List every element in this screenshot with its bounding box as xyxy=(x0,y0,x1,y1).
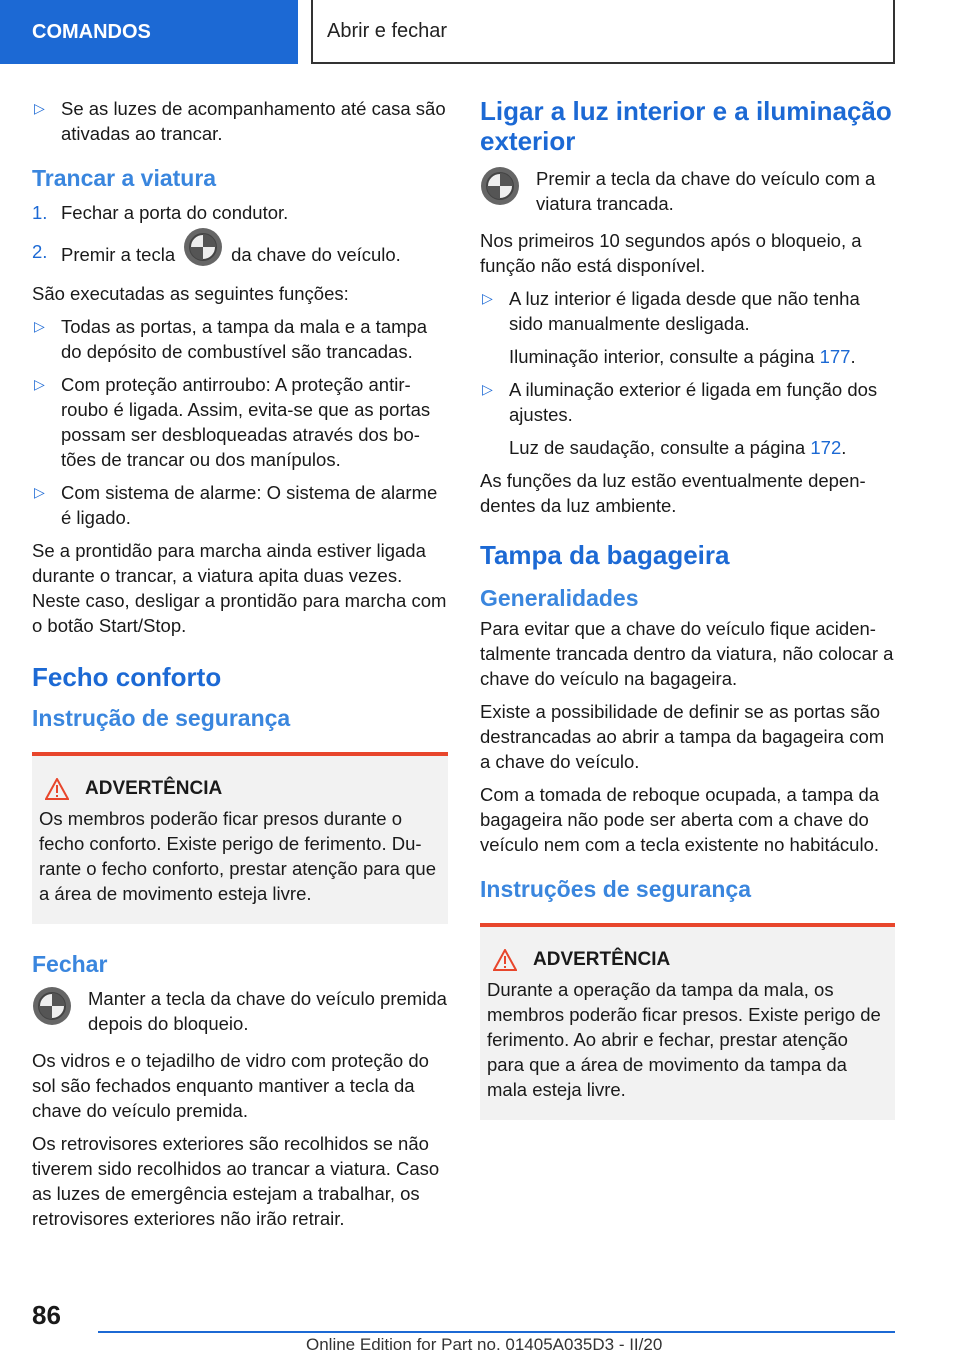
bullet-icon: ▷ xyxy=(34,100,45,116)
subsection-heading: Fechar xyxy=(32,951,108,977)
key-instruction: Premir a tecla da chave do veículo com a viatura trancada. xyxy=(480,166,896,216)
page-link[interactable]: 177 xyxy=(819,346,851,367)
section-tab: COMANDOS xyxy=(0,0,298,64)
list-item: ▷ A iluminação exterior é ligada em função dos ajustes. xyxy=(482,379,878,425)
section-heading: Ligar a luz interior e a iluminação exterior xyxy=(480,96,892,156)
cross-reference: Iluminação interior, consulte a página 177. xyxy=(509,346,856,367)
list-item: ▷ A luz interior é ligada desde que não tenha sido manualmente desligada. xyxy=(482,288,860,334)
paragraph: Os vidros e o tejadilho de vidro com proteção do sol são fechados enquanto mantiver a tecla da chave do veículo premida. xyxy=(32,1050,429,1121)
bmw-key-icon xyxy=(32,986,72,1031)
warning-box xyxy=(480,923,895,1120)
section-heading: Tampa da bagageira xyxy=(480,540,730,570)
bullet-icon: ▷ xyxy=(34,376,45,392)
warning-box xyxy=(32,752,448,924)
paragraph: São executadas as seguintes funções: xyxy=(32,283,349,304)
bmw-key-icon xyxy=(183,227,223,273)
paragraph: Existe a possibilidade de definir se as portas são destrancadas ao abrir a tampa da bagageira com a chave do veículo. xyxy=(480,701,885,772)
bullet-icon: ▷ xyxy=(482,290,493,306)
section-heading: Fecho conforto xyxy=(32,662,222,692)
left-column xyxy=(32,96,448,1239)
paragraph: Com a tomada de reboque ocupada, a tampa da bagageira não pode ser aberta com a chave do veículo nem com a tecla existente no habitáculo. xyxy=(480,784,880,855)
page-number: 86 xyxy=(32,1300,61,1330)
paragraph: Os retrovisores exteriores são recolhidos se não tiverem sido recolhidos ao trancar a viatura. Caso as luzes de emergência estejam a trabalhar, os retrovisores exteriores não irão retrair. xyxy=(32,1133,440,1229)
list-item: ▷ Com sistema de alarme: O sistema de alarme é ligado. xyxy=(34,482,438,528)
list-item: ▷ Todas as portas, a tampa da mala e a tampa do depósito de combustível são trancadas. xyxy=(34,316,428,362)
list-item: 2. Premir a tecla da chave do veículo. xyxy=(32,239,448,273)
list-item: ▷ Com proteção antirroubo: A proteção antirroubo é ligada. Assim, evita-se que as portas possam ser desbloqueadas através dos botões de trancar ou dos manípulos. xyxy=(34,374,431,470)
section-heading: Trancar a viatura xyxy=(32,165,217,191)
key-instruction: Manter a tecla da chave do veículo premida depois do bloqueio. xyxy=(32,986,448,1036)
right-column xyxy=(480,96,896,1120)
footer-edition: Online Edition for Part no. 01405A035D3 - II/20 xyxy=(306,1335,663,1354)
warning-title: ADVERTÊNCIA xyxy=(85,778,223,799)
warning-triangle-icon xyxy=(493,949,517,971)
warning-text: Durante a operação da tampa da mala, os membros poderão ficar presos. Existe perigo de ferimento. Ao abrir e fechar, prestar atenção para que a área de movimento da tampa da mala esteja livre. xyxy=(487,979,881,1100)
page-link[interactable]: 172 xyxy=(810,437,842,458)
list-item: 1. Fechar a porta do condutor. xyxy=(32,202,289,223)
cross-reference: Luz de saudação, consulte a página 172. xyxy=(509,437,847,458)
paragraph: Se a prontidão para marcha ainda estiver ligada durante o trancar, a viatura apita duas vezes. Neste caso, desligar a prontidão para marcha com o botão Start/Stop. xyxy=(32,540,447,636)
subsection-heading: Instruções de segurança xyxy=(480,876,751,902)
bullet-icon: ▷ xyxy=(34,484,45,500)
paragraph: As funções da luz estão eventualmente dependentes da luz ambiente. xyxy=(480,470,866,516)
paragraph: Para evitar que a chave do veículo fique acidentalmente trancada dentro da viatura, não colocar a chave do veículo na bagageira. xyxy=(480,618,894,689)
subsection-heading: Instrução de segurança xyxy=(32,705,291,731)
warning-triangle-icon xyxy=(45,778,69,800)
warning-text: Os membros poderão ficar presos durante o fecho conforto. Existe perigo de ferimento. Durante o fecho conforto, prestar atenção para que a área de movimento esteja livre. xyxy=(39,808,436,904)
footer-divider xyxy=(98,1331,895,1333)
subsection-heading: Generalidades xyxy=(480,585,639,611)
warning-title: ADVERTÊNCIA xyxy=(533,949,671,970)
bmw-key-icon xyxy=(480,166,520,211)
paragraph: Nos primeiros 10 segundos após o bloqueio, a função não está disponível. xyxy=(480,230,862,276)
bullet-icon: ▷ xyxy=(482,381,493,397)
list-item: ▷ Se as luzes de acompanhamento até casa são ativadas ao trancar. xyxy=(34,98,446,144)
bullet-icon: ▷ xyxy=(34,318,45,334)
chapter-title: Abrir e fechar xyxy=(311,0,895,64)
